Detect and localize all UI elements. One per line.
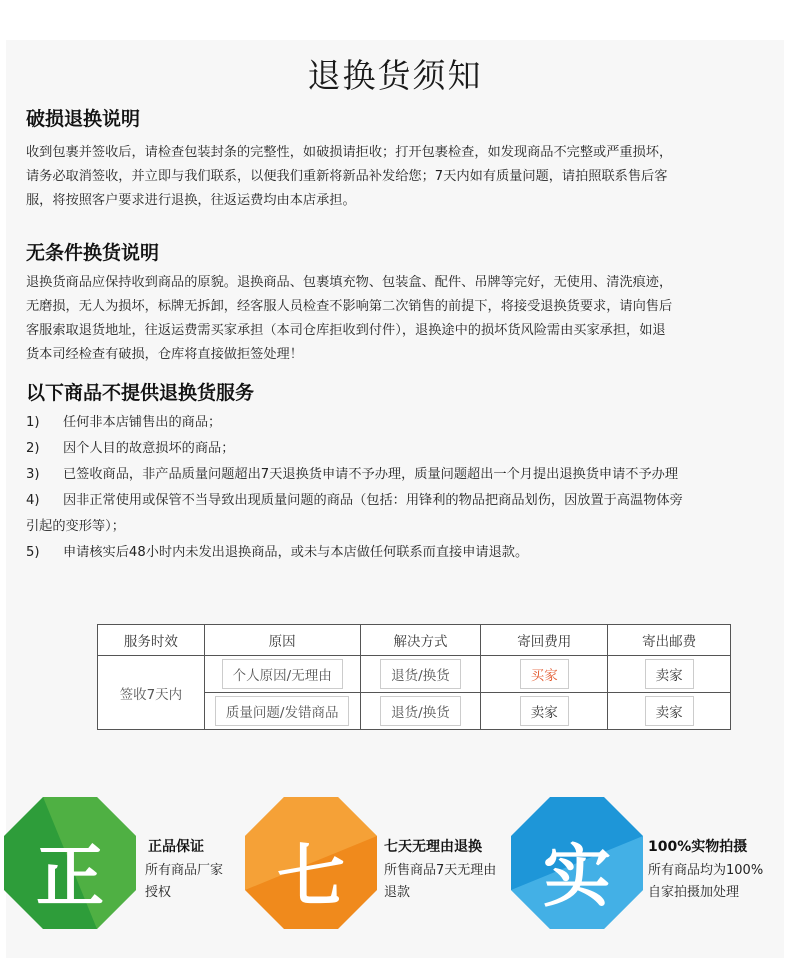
badge-description: [145, 860, 223, 904]
badge-description: [648, 860, 763, 904]
table-cell: [360, 656, 481, 693]
paragraph-line: 客服索取退货地址，往返运费需买家承担（本司仓库拒收到付件），退换途中的损坏货风险需由买家承担，如退: [26, 323, 666, 338]
badge-description-line: 自家拍摄加处理: [648, 885, 740, 900]
paragraph-line: 收到包裹并签收后，请检查包装封条的完整性，如破损请拒收；打开包裹检查，如发现商品不完整或严重损坏，: [26, 145, 673, 160]
table-cell: [481, 693, 608, 730]
no-return-list: [26, 410, 766, 566]
badge-glyph: 正: [35, 838, 104, 917]
section-paragraph-damage-return: [26, 141, 764, 213]
badge-description-line: 所有商品均为100%: [648, 863, 764, 878]
table-cell: [360, 693, 481, 730]
table-cell-service-period: 签收7天内: [98, 656, 205, 730]
page-title: 退换货须知: [307, 56, 483, 95]
badge-description-line: 所有商品厂家: [145, 863, 224, 878]
list-item-text: 已签收商品，非产品质量问题超出7天退换货申请不予办理，质量问题超出一个月提出退换货申请不予办理: [63, 467, 679, 482]
list-item-number: 3): [26, 467, 40, 482]
table-header-row: [98, 625, 731, 656]
paragraph-line: 服，将按照客户要求进行退换，往返运费均由本店承担。: [26, 193, 356, 208]
badge-title: 七天无理由退换: [384, 839, 482, 855]
badge-description: [384, 860, 496, 904]
table-cell-text: 卖家: [520, 696, 569, 726]
list-item-number: 1): [26, 415, 40, 430]
list-item: [26, 462, 766, 488]
list-item: [26, 488, 766, 540]
table-header-cell: 解决方式: [360, 625, 481, 656]
section-paragraph-exchange-policy: [26, 271, 764, 367]
badge-glyph: 实: [542, 838, 611, 917]
list-item-number: 4): [26, 493, 40, 508]
list-item: [26, 540, 766, 566]
table-cell: [204, 656, 360, 693]
badge-title: 100%实物拍摄: [648, 839, 748, 855]
paragraph-line: 请务必取消签收，并立即与我们联系，以便我们重新将新品补发给您；7天内如有质量问题，请拍照联系售后客: [26, 169, 668, 184]
table-row: [98, 656, 731, 693]
paragraph-line: 无磨损，无人为损坏，标牌无拆卸，经客服人员检查不影响第二次销售的前提下，将接受退换货要求，请向售后: [26, 299, 673, 314]
service-policy-table: [97, 624, 731, 730]
table-cell: [481, 656, 608, 693]
list-item-text: 因非正常使用或保管不当导致出现质量问题的商品（包括：用锋利的物品把商品划伤，因放置于高温物体旁: [63, 493, 683, 508]
section-heading-no-return-items: 以下商品不提供退换货服务: [26, 382, 255, 404]
genuine-product-icon: [4, 797, 136, 929]
table-cell-text-highlight: 买家: [520, 659, 569, 689]
section-heading-exchange-policy: 无条件换货说明: [26, 242, 160, 264]
paragraph-line: 货本司经检查有破损，仓库将直接做拒签处理！: [26, 347, 303, 362]
list-item-text: 任何非本店铺售出的商品；: [63, 415, 222, 430]
list-item-text: 申请核实后48小时内未发出退换商品，或未与本店做任何联系而直接申请退款。: [63, 545, 529, 560]
list-item: [26, 410, 766, 436]
table-cell-text: 退货/换货: [380, 696, 461, 726]
table-cell: [608, 656, 731, 693]
list-item-number: 2): [26, 441, 40, 456]
table-cell-text: 质量问题/发错商品: [215, 696, 350, 726]
badge-glyph: 七: [276, 838, 345, 917]
seven-day-return-icon: [245, 797, 377, 929]
list-item-continuation: 引起的变形等）；: [26, 519, 125, 534]
badge-description-line: 退款: [384, 885, 411, 900]
badge-description-line: 所售商品7天无理由: [384, 863, 497, 878]
table-header-cell: 服务时效: [98, 625, 205, 656]
list-item: [26, 436, 766, 462]
badge-title: 正品保证: [148, 839, 204, 855]
table-cell-text: 卖家: [645, 696, 694, 726]
table-cell-text: 个人原因/无理由: [222, 659, 343, 689]
section-heading-damage-return: 破损退换说明: [26, 108, 141, 130]
paragraph-line: 退换货商品应保持收到商品的原貌。退换商品、包裹填充物、包装盒、配件、吊牌等完好，无使用、清洗痕迹，: [26, 275, 673, 290]
list-item-number: 5): [26, 545, 40, 560]
table-cell: [608, 693, 731, 730]
table-cell: [204, 693, 360, 730]
badge-description-line: 授权: [145, 885, 172, 900]
table-header-cell: 原因: [204, 625, 360, 656]
table-header-cell: 寄出邮费: [608, 625, 731, 656]
table-header-cell: 寄回费用: [481, 625, 608, 656]
list-item-text: 因个人目的故意损坏的商品；: [63, 441, 235, 456]
table-cell-text: 卖家: [645, 659, 694, 689]
real-photo-icon: [511, 797, 643, 929]
table-cell-text: 退货/换货: [380, 659, 461, 689]
